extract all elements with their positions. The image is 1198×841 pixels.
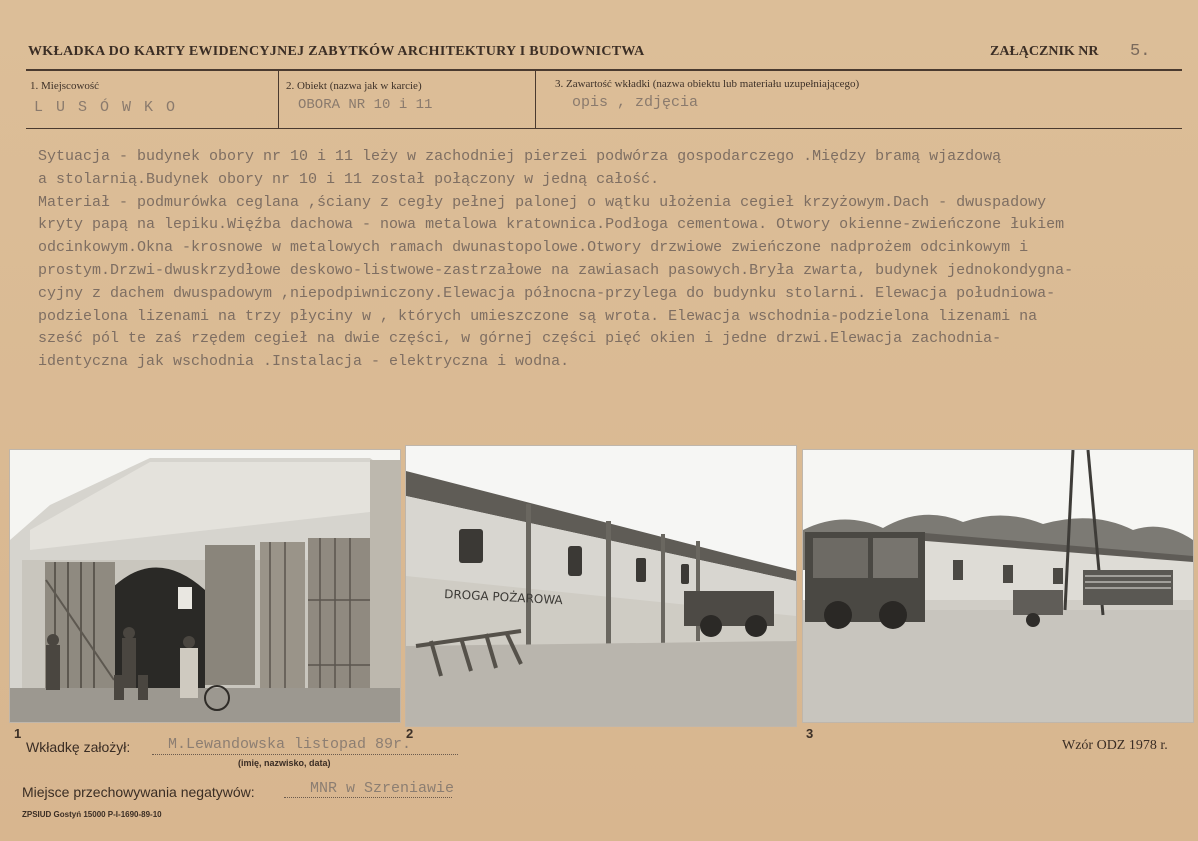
photo-1-barn-gate-image	[10, 450, 400, 722]
photo-3	[802, 449, 1194, 723]
photo-2-number: 2	[406, 726, 414, 741]
author-label: Wkładkę założył:	[26, 739, 131, 755]
description-line: sześć pól te zaś rzędem cegieł na dwie części, w górnej części pięć okien i jedne drzwi.Elewacja zachodnia-	[38, 330, 1002, 348]
field-divider-2	[535, 71, 536, 128]
fields-rule	[26, 128, 1182, 129]
photo-2	[405, 445, 797, 727]
description-line: identyczna jak wschodnia .Instalacja - elektryczna i wodna.	[38, 353, 570, 371]
description-line: a stolarnią.Budynek obory nr 10 i 11 został połączony w jedną całość.	[38, 170, 660, 188]
photo-3-yard-machinery-image	[803, 450, 1193, 722]
photo-2-sign: DROGA POŻAROWA	[443, 587, 564, 608]
description-line: Sytuacja - budynek obory nr 10 i 11 leży w zachodniej pierzei podwórza gospodarczego .Między bramą wjazdową	[38, 148, 1002, 165]
printer-imprint: ZPSIUD Gostyń 15000 P-I-1690-89-10	[22, 810, 162, 819]
storage-value: MNR w Szreniawie	[310, 780, 455, 797]
header-rule	[26, 69, 1182, 71]
annex-number: 5.	[1130, 42, 1151, 61]
storage-dotted-line	[284, 797, 452, 798]
field-divider-1	[278, 71, 279, 128]
description-line: kryty papą na lepiku.Więźba dachowa - nowa metalowa kratownica.Podłoga cementowa. Otwory okienne-zwieńczone łukiem	[38, 216, 1065, 234]
author-hint: (imię, nazwisko, data)	[238, 758, 331, 768]
field-value-object: OBORA NR 10 i 11	[298, 97, 433, 113]
description-line: Materiał - podmurówka ceglana ,ściany z cegły pełnej palonej o wątku ułożenia cegieł krzyżowym.Dach - dwuspadowy	[38, 193, 1047, 211]
field-value-content: opis , zdjęcia	[572, 94, 699, 111]
card-title: WKŁADKA DO KARTY EWIDENCYJNEJ ZABYTKÓW ARCHITEKTURY I BUDOWNICTWA	[28, 44, 645, 59]
photo-2-barn-elevation-image	[406, 446, 796, 726]
author-dotted-line	[152, 754, 458, 755]
description-line: odcinkowym.Okna -krosnowe w metalowych ramach dwunastopolowe.Otwory drzwiowe zwieńczone nadprożem odcinkowym i	[38, 239, 1029, 257]
author-value: M.Lewandowska listopad 89r.	[168, 736, 412, 753]
field-label-content: 3. Zawartość wkładki (nazwa obiektu lub materiału uzupełniającego)	[555, 78, 860, 90]
field-label-place: 1. Miejscowość	[30, 80, 100, 92]
field-label-object: 2. Obiekt (nazwa jak w karcie)	[286, 80, 422, 92]
description-line: prostym.Drzwi-dwuskrzydłowe deskowo-listwowe-zastrzałowe na zawiasach pasowych.Bryła zwarta, budynek jednokondygna-	[38, 261, 1074, 279]
photo-1-number: 1	[14, 726, 22, 741]
description-text	[38, 146, 1188, 374]
annex-label: ZAŁĄCZNIK NR	[990, 44, 1099, 59]
form-pattern: Wzór ODZ 1978 r.	[1062, 738, 1168, 753]
field-value-place: L U S Ó W K O	[34, 99, 178, 116]
storage-label: Miejsce przechowywania negatywów:	[22, 784, 255, 800]
photo-3-number: 3	[806, 726, 814, 741]
description-line: cyjny z dachem dwuspadowym ,niepodpiwniczony.Elewacja północna-przylega do budynku stolarni. Elewacja południowa-	[38, 284, 1056, 302]
photo-1	[9, 449, 401, 723]
description-line: podzielona lizenami na trzy płyciny w , których umieszczone są wrota. Elewacja wschodnia-podzielona lizenami na	[38, 307, 1038, 325]
